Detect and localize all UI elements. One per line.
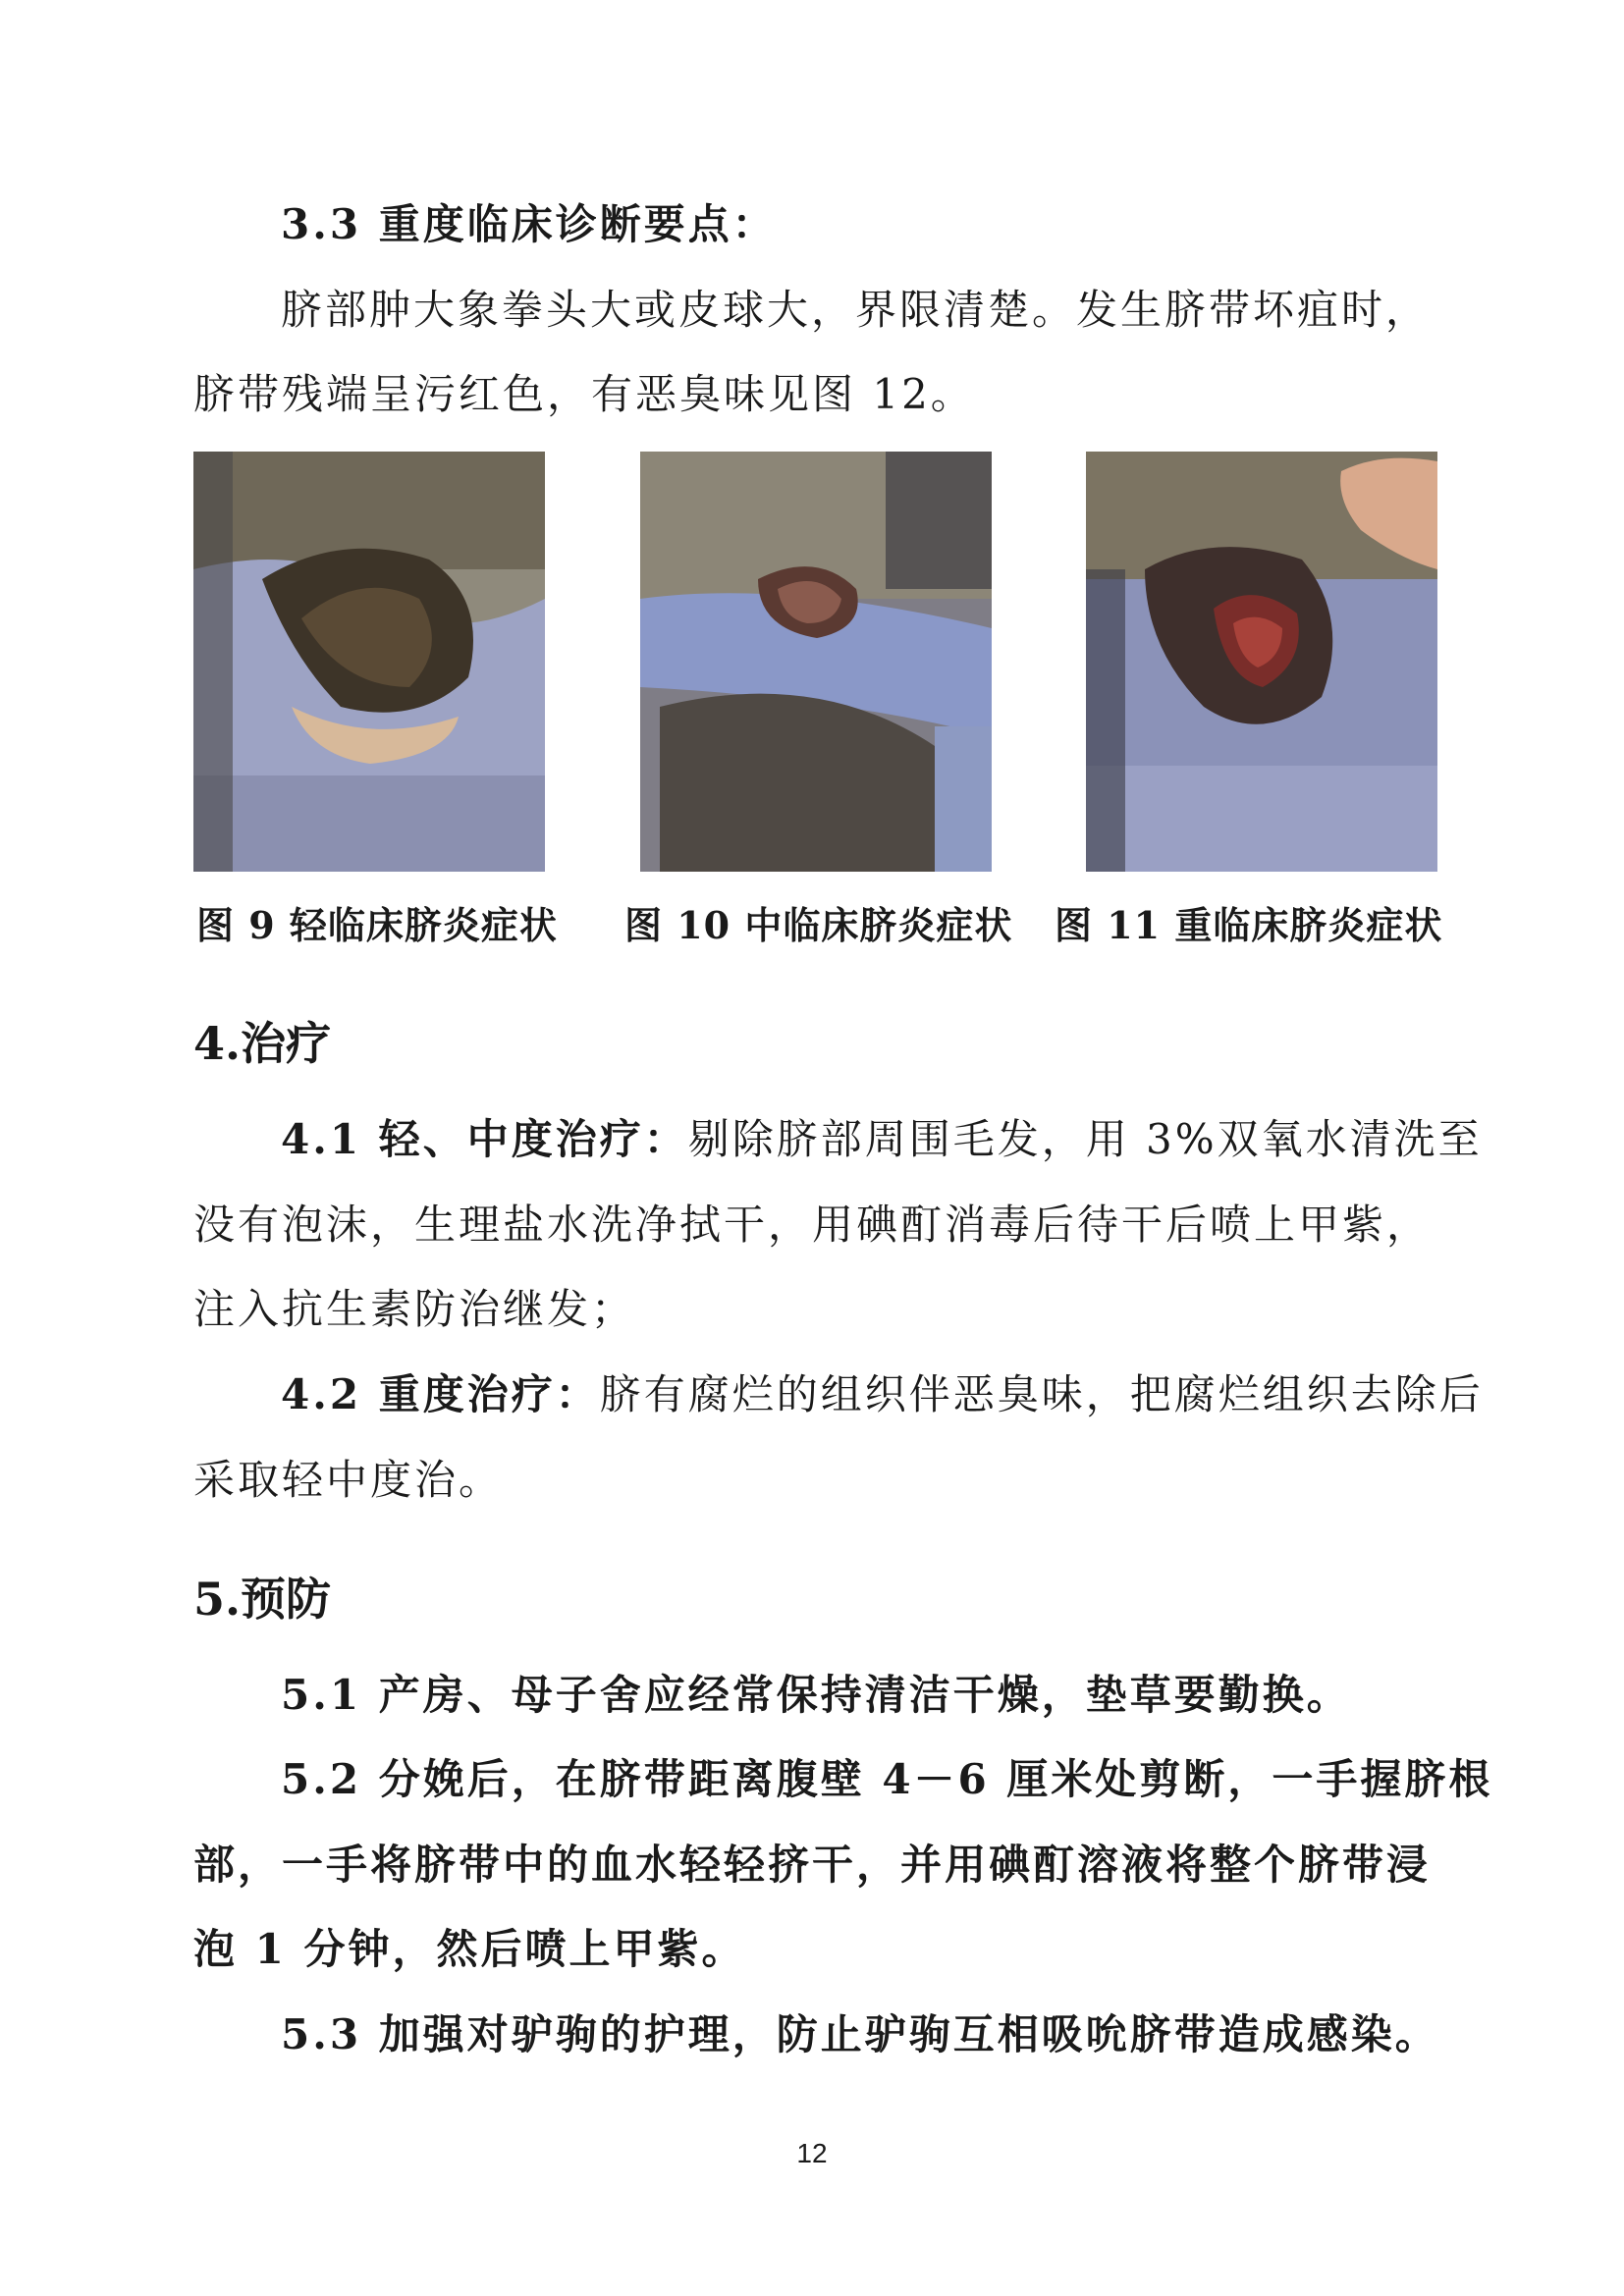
item-5-2-line-3: 泡 1 分钟，然后喷上甲紫。	[193, 1925, 746, 1973]
item-4-1-line-1	[281, 1115, 1483, 1163]
section-3-3-line-2: 脐带残端呈污红色，有恶臭味见图 12。	[193, 370, 975, 418]
section-3-3-line-1: 脐部肿大象拳头大或皮球大，界限清楚。发生脐带坏疽时，	[281, 286, 1431, 334]
section-5-heading: 5.预防	[193, 1573, 332, 1626]
section-4-heading: 4.治疗	[193, 1017, 332, 1070]
item-5-2-line-2: 部，一手将脐带中的血水轻轻挤干，并用碘酊溶液将整个脐带浸	[193, 1841, 1432, 1889]
item-4-1-line-3: 注入抗生素防治继发；	[193, 1285, 636, 1333]
item-4-1-label: 4.1 轻、中度治疗：	[281, 1115, 688, 1163]
item-5-1: 5.1 产房、母子舍应经常保持清洁干燥，垫草要勤换。	[281, 1671, 1351, 1719]
item-4-2-label: 4.2 重度治疗：	[281, 1370, 600, 1418]
item-4-2-text: 脐有腐烂的组织伴恶臭味，把腐烂组织去除后	[599, 1370, 1484, 1418]
figure-11-caption: 图 11 重临床脐炎症状	[1055, 903, 1443, 947]
figure-10-photo	[640, 452, 992, 872]
figure-9-photo	[193, 452, 545, 872]
figure-9-caption: 图 9 轻临床脐炎症状	[196, 903, 558, 947]
section-3-3-heading: 3.3 重度临床诊断要点：	[281, 200, 777, 248]
figure-10-caption: 图 10 中临床脐炎症状	[624, 903, 1013, 947]
item-4-2-line-2: 采取轻中度治。	[193, 1456, 504, 1504]
item-4-2-line-1	[281, 1370, 1484, 1418]
item-5-3: 5.3 加强对驴驹的护理，防止驴驹互相吸吮脐带造成感染。	[281, 2010, 1439, 2058]
item-4-1-text: 剔除脐部周围毛发，用 3%双氧水清洗至	[687, 1115, 1483, 1163]
figure-11-photo	[1086, 452, 1437, 872]
item-5-2-line-1: 5.2 分娩后，在脐带距离腹壁 4－6 厘米处剪断，一手握脐根	[281, 1755, 1493, 1803]
page-number: 12	[796, 2138, 828, 2168]
item-4-1-line-2: 没有泡沫，生理盐水洗净拭干，用碘酊消毒后待干后喷上甲紫，	[193, 1201, 1432, 1249]
